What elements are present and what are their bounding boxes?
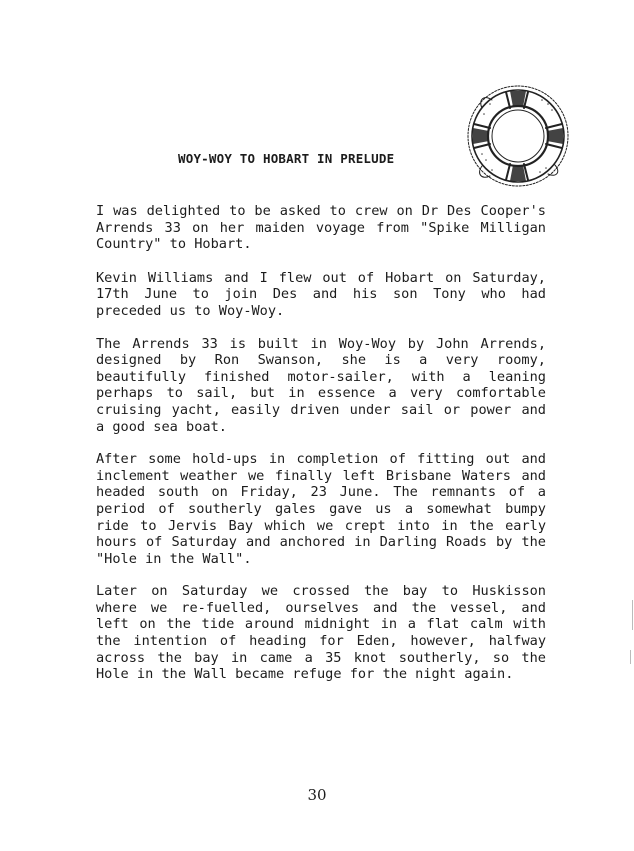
paragraph-5: Later on Saturday we crossed the bay to Huskisson where we re-fuelled, ourselves and the vessel, and left on the tide around midnight in a flat calm with the intention of heading for Eden, however, halfway across the bay in came a 35 knot southerly, so the Hole in the Wall became refuge for the night again.: [96, 583, 546, 683]
page-number: 30: [307, 786, 327, 804]
paragraph-1: I was delighted to be asked to crew on Dr Des Cooper's Arrends 33 on her maiden voyage from "Spike Milligan Country" to Hobart.: [96, 203, 546, 253]
page-title: WOY-WOY TO HOBART IN PRELUDE: [178, 151, 395, 166]
paragraph-2: Kevin Williams and I flew out of Hobart on Saturday, 17th June to join Des and his son Tony who had preceded us to Woy-Woy.: [96, 269, 546, 319]
paragraph-3: The Arrends 33 is built in Woy-Woy by John Arrends, designed by Ron Swanson, she is a very roomy, beautifully finished motor-sailer, with a leaning perhaps to sail, but in essence a very comfortable cruising yacht, easily driven under sail or power and a good sea boat.: [96, 335, 546, 435]
scan-speck: [630, 650, 631, 664]
article-body: [96, 203, 546, 699]
scan-speck: [632, 600, 633, 630]
lifebuoy-icon: [462, 80, 574, 192]
paragraph-4: After some hold-ups in completion of fitting out and inclement weather we finally left Brisbane Waters and headed south on Friday, 23 June. The remnants of a period of southerly gales gave us a somewhat bumpy ride to Jervis Bay which we crept into in the early hours of Saturday and anchored in Darling Roads by the "Hole in the Wall".: [96, 451, 546, 567]
